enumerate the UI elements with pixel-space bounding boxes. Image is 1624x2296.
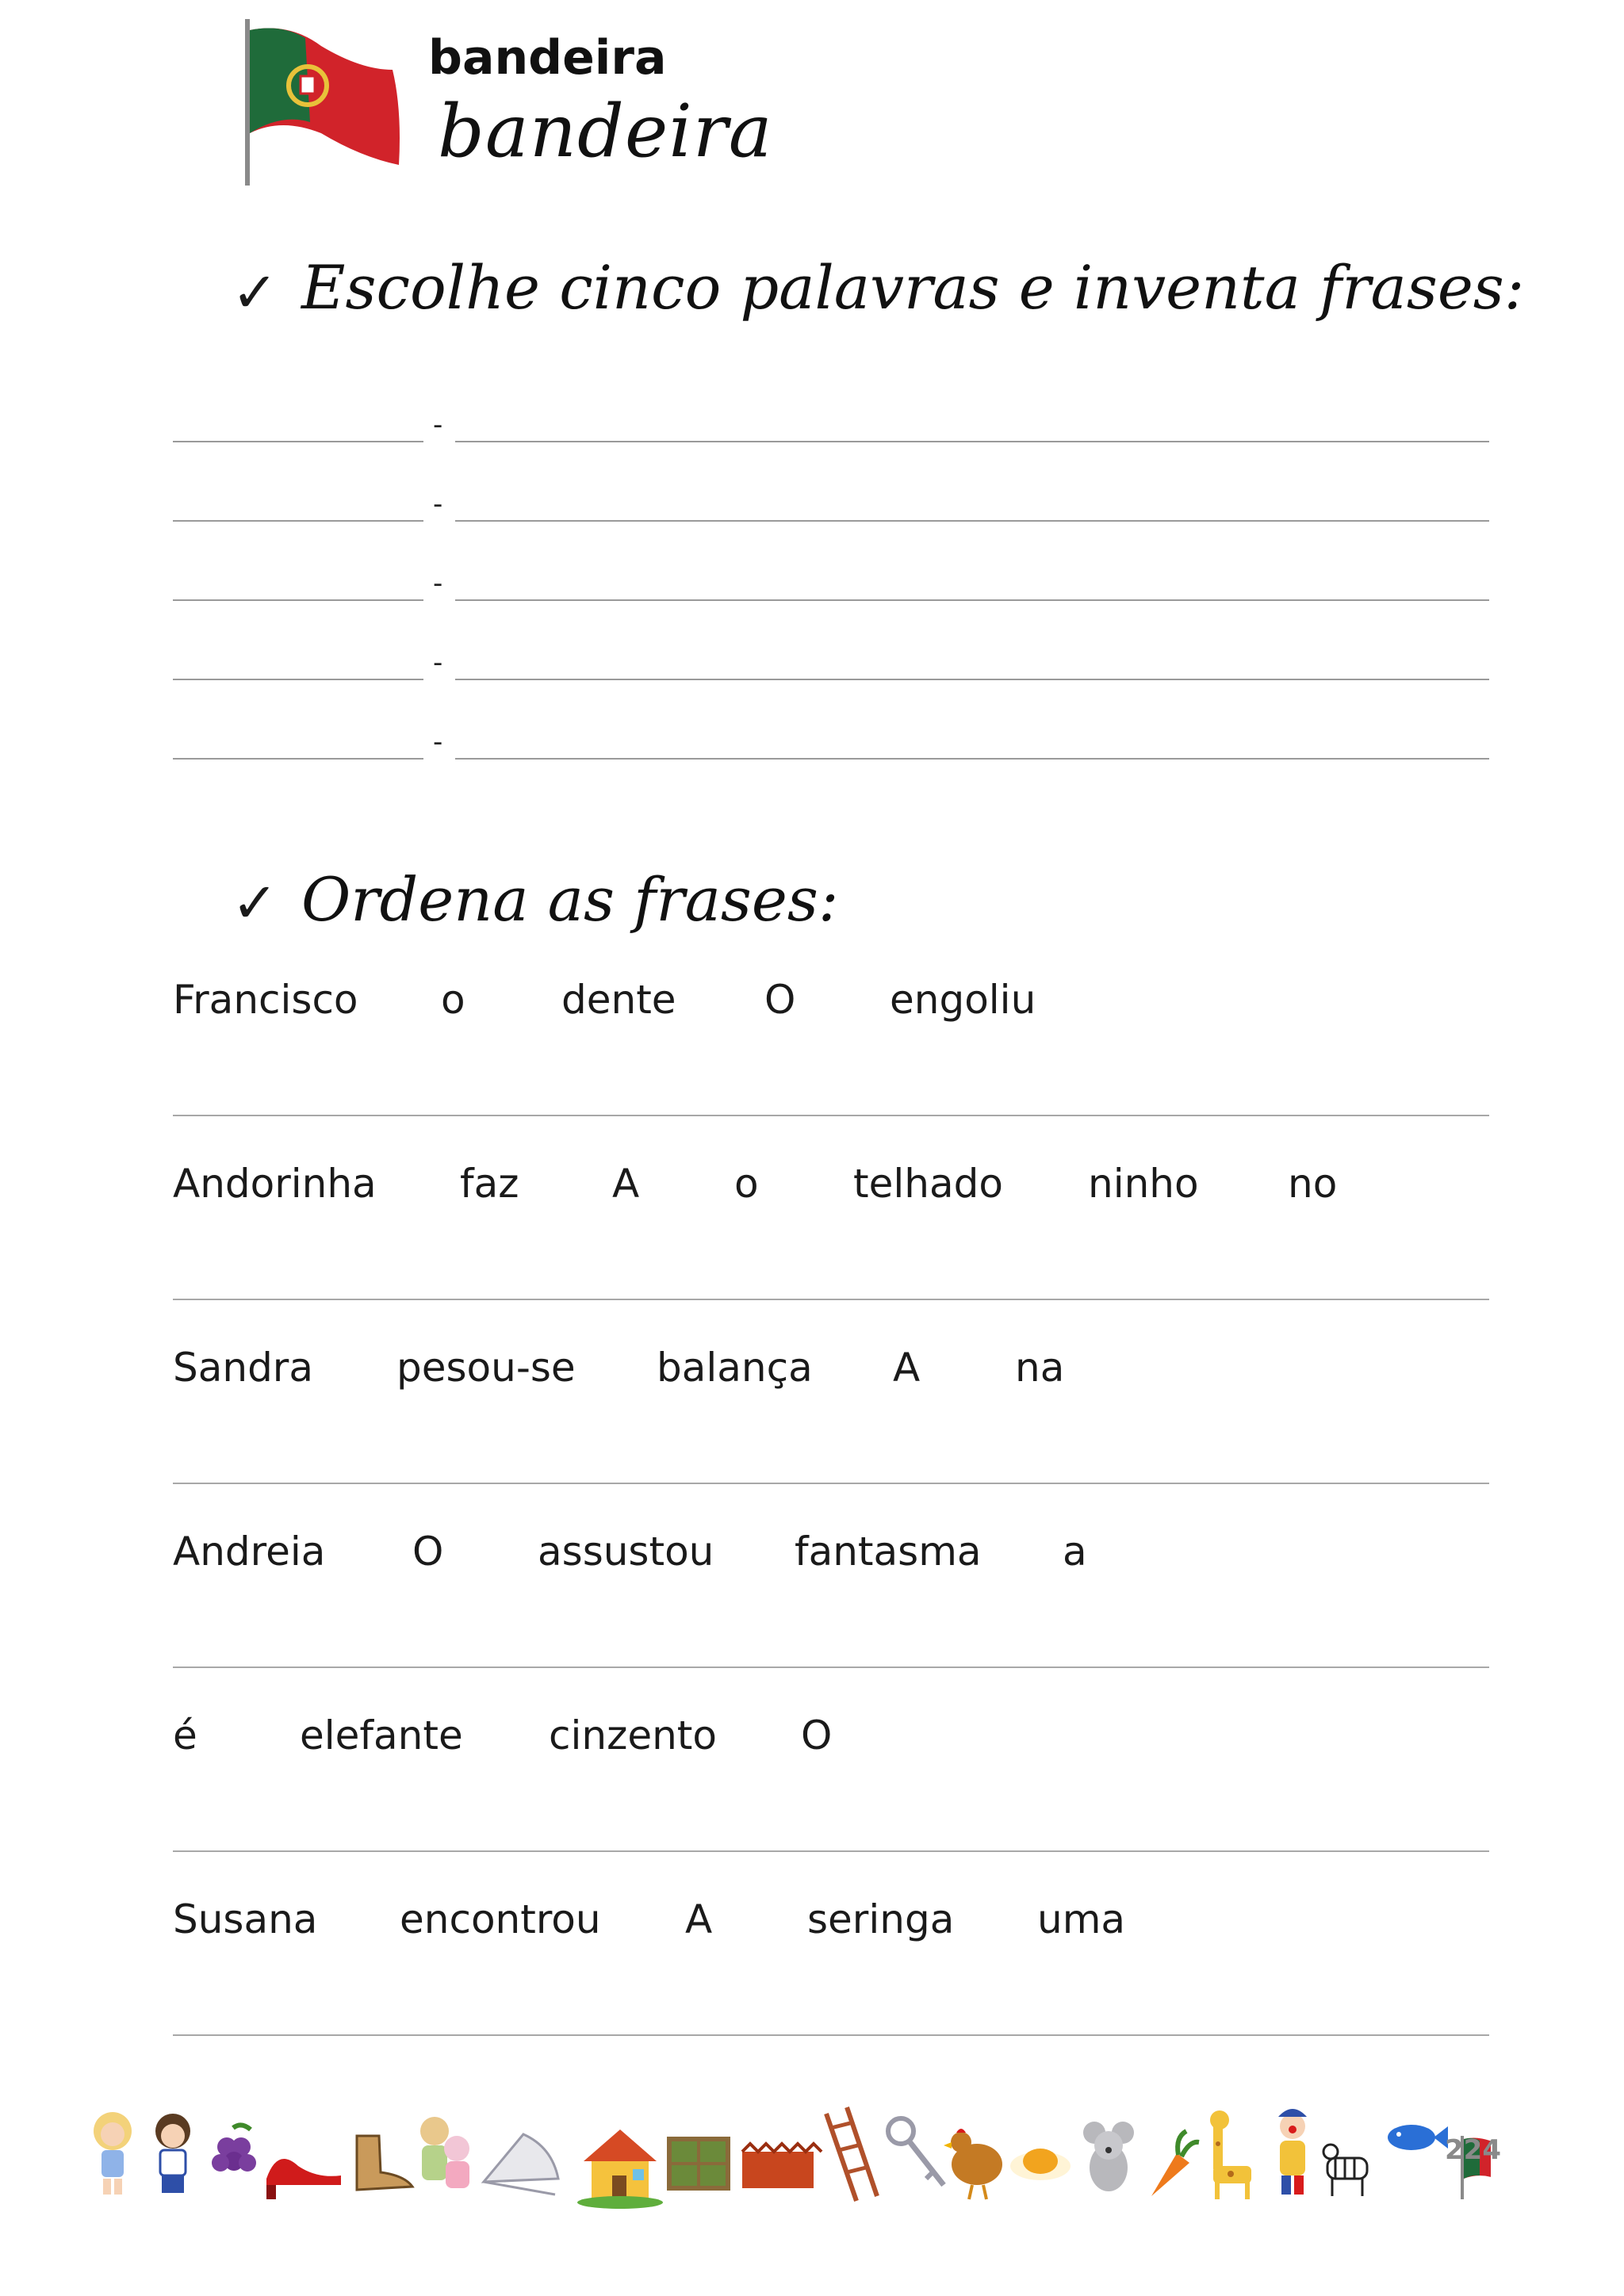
scrambled-word: elefante — [300, 1712, 463, 1758]
zebra-icon — [1323, 2145, 1367, 2196]
word-blank[interactable] — [173, 679, 423, 680]
line-dash: - — [433, 568, 443, 599]
scrambled-word: cinzento — [549, 1712, 717, 1758]
sentence-row[interactable] — [173, 1115, 1489, 1300]
sentence-blank[interactable] — [455, 679, 1489, 680]
portugal-flag-icon — [234, 14, 408, 189]
word-blank[interactable] — [173, 758, 423, 760]
sentence-row[interactable] — [173, 1667, 1489, 1852]
scrambled-word: fantasma — [795, 1529, 982, 1575]
line-dash: - — [433, 647, 443, 679]
grapes-icon — [212, 2125, 256, 2172]
sentence-blank[interactable] — [455, 758, 1489, 760]
instruction-order-sentences: Ordena as frases: — [301, 864, 839, 935]
scrambled-word: Sandra — [173, 1345, 314, 1391]
children-icon — [420, 2117, 469, 2188]
scrambled-word: A — [893, 1345, 921, 1391]
scrambled-word: Andreia — [173, 1529, 326, 1575]
answer-line[interactable] — [173, 474, 1489, 522]
page-number: 224 — [1445, 2134, 1501, 2166]
scrambled-word: uma — [1037, 1896, 1126, 1942]
answer-line[interactable] — [173, 553, 1489, 601]
word-blank[interactable] — [173, 520, 423, 522]
scrambled-word: dente — [561, 977, 676, 1023]
scrambled-word: a — [1063, 1529, 1087, 1575]
sentence-blank[interactable] — [455, 599, 1489, 601]
scrambled-word: pesou-se — [396, 1345, 576, 1391]
scrambled-word: engoliu — [890, 977, 1036, 1023]
carrot-icon — [1151, 2131, 1199, 2196]
answer-line[interactable] — [173, 395, 1489, 442]
answer-line[interactable] — [173, 633, 1489, 680]
scrambled-word: seringa — [807, 1896, 955, 1942]
sentence-row[interactable] — [173, 1299, 1489, 1484]
scrambled-word: no — [1288, 1161, 1338, 1207]
scrambled-word: é — [173, 1712, 197, 1758]
instruction-compose-sentences: Escolhe cinco palavras e inventa frases: — [301, 252, 1525, 323]
scrambled-word: O — [764, 977, 796, 1023]
scrambled-word: faz — [460, 1161, 519, 1207]
scrambled-word: o — [441, 977, 465, 1023]
scrambled-word: na — [1015, 1345, 1065, 1391]
page-title-cursive: bandeira — [438, 89, 773, 174]
key-icon — [888, 2118, 944, 2185]
checkmark-icon: ✓ — [232, 260, 278, 325]
scrambled-word: A — [612, 1161, 640, 1207]
house-icon — [577, 2130, 663, 2209]
scrambled-word: balança — [657, 1345, 813, 1391]
scrambled-word: telhado — [853, 1161, 1003, 1207]
scrambled-word: assustou — [538, 1529, 714, 1575]
fish-icon — [1388, 2125, 1448, 2150]
scrambled-word: o — [734, 1161, 759, 1207]
shoe-icon — [266, 2159, 341, 2199]
boot-icon — [357, 2136, 412, 2190]
window-icon — [669, 2139, 728, 2188]
egg-icon — [1010, 2149, 1071, 2180]
scrambled-word: O — [801, 1712, 833, 1758]
fence-icon — [742, 2144, 822, 2188]
clown-icon — [1278, 2109, 1307, 2195]
page-title-print: bandeira — [428, 30, 667, 86]
sentence-blank[interactable] — [455, 520, 1489, 522]
scrambled-word: Susana — [173, 1896, 318, 1942]
scrambled-word: O — [412, 1529, 444, 1575]
footer-illustrations — [79, 2099, 1491, 2210]
fan-icon — [484, 2134, 558, 2195]
line-dash: - — [433, 409, 443, 441]
line-dash: - — [433, 726, 443, 758]
sentence-row[interactable] — [173, 931, 1489, 1116]
sentence-blank[interactable] — [455, 441, 1489, 442]
mouse-icon — [1083, 2122, 1134, 2191]
ladder-icon — [826, 2107, 877, 2201]
checkmark-icon: ✓ — [232, 871, 278, 936]
sentence-row[interactable] — [173, 1483, 1489, 1668]
word-blank[interactable] — [173, 441, 423, 442]
scrambled-word: encontrou — [400, 1896, 601, 1942]
sentence-row[interactable] — [173, 1850, 1489, 2036]
scrambled-word: ninho — [1088, 1161, 1199, 1207]
giraffe-icon — [1210, 2110, 1251, 2199]
scrambled-word: Andorinha — [173, 1161, 377, 1207]
hen-icon — [944, 2129, 1002, 2199]
boy-icon — [155, 2114, 190, 2193]
line-dash: - — [433, 488, 443, 520]
scrambled-word: Francisco — [173, 977, 358, 1023]
word-blank[interactable] — [173, 599, 423, 601]
girl-icon — [94, 2112, 132, 2195]
answer-line[interactable] — [173, 712, 1489, 760]
scrambled-word: A — [685, 1896, 713, 1942]
